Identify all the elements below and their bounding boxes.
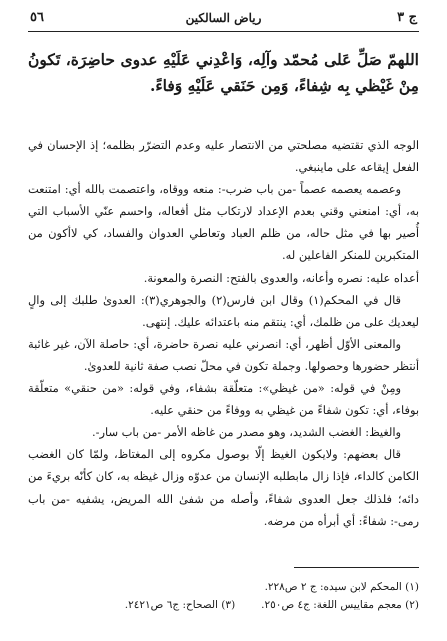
paragraph: قال في المحكم(١) وقال ابن فارس(٢) والجوهري(٣): العدوىٰ طلبك إلى والٍ ليعديك على من ظلمك، أي: ينتقم منه باعتدائه عليك. إنتهى. — [28, 292, 419, 329]
paragraph: أعداه عليه: نصره وأعانه، والعدوى بالفتح: النصرة والمعونة. — [143, 270, 419, 285]
footnote-1: (١) المحكم لابن سيده: ج ٢ ص٢٢٨. — [264, 581, 419, 593]
paragraph: والمعنى الأوّل أظهر، أي: انصرني عليه نصرة حاضرة، أي: حاصلة الآن، غير غائبة أنتظر حضورها وحصولها. وجملة تكون في محلّ نصب صفة ثانية للعدوىٰ. — [28, 336, 419, 373]
paragraph: ومِنْ في قوله: «من غيظي»: متعلّقة بشفاء، وفي قوله: «من حنقي» متعلّقة بوفاء، أي: تكون شفاءً من غيظي به ووفاءً من حنقي عليه. — [28, 381, 419, 418]
paragraph: قال بعضهم: ولايكون الغيظ إلّا بوصول مكروه إلى المغتاظ، ولمّا كان الغضب الكامن كالداء، فإذا زال مابطلبه الإنسان من عدوّه وزال غيظه به، كان كأنّه بريءَ من دائه؛ فلذلك جعل العدوى شفاءً، وأصله من شفىٰ الله المريض، يشفيه -من باب رمى-: شفاءً: أي أبرأه من مرضه. — [28, 447, 419, 528]
footnote-3: (٣) الصحاح: ج٦ ص٢٤٢١. — [124, 599, 236, 611]
paragraph: الوجه الذي تقتضيه مصلحتي من الانتصار عليه وعدم التضرّر بظلمه؛ إذ الإحسان في الفعل إيقاعه على ماينبغي. — [28, 138, 419, 175]
running-header — [28, 10, 419, 32]
paragraph: والغيظ: الغضب الشديد، وهو مصدر من غاظه الأمر -من باب سار-. — [92, 425, 401, 440]
footnote-2: (٢) معجم مقاييس اللغة: ج٤ ص٢٥٠. — [261, 599, 419, 611]
prayer-text: اللهمّ صَلِّ عَلى مُحمّد وآلِه، وَاعْدِني عَلَيْهِ عدوى حاضِرَة، تَكونُ مِنْ غَيْظي بِه شِفاءً، وَمِن حَنَقي عَلَيْهِ وَفاءً. — [28, 50, 419, 95]
book-title: رياض السالكين — [185, 11, 262, 25]
footnote-line-2 — [28, 596, 419, 614]
header-rule — [28, 31, 419, 32]
page-number: ٥٦ — [30, 10, 44, 25]
commentary-body — [28, 134, 419, 532]
volume-label: ج ٣ — [397, 10, 417, 25]
footnotes — [28, 578, 419, 614]
paragraph: وعصمه يعصمه عصماً -من باب ضرب-: منعه ووقاه، واعتصمت بالله أي: امتنعت به، أي: امنعني وقني بعدم الإعداد لارتكاب مثل أفعاله، واحسم عنّي الأسباب التي أُصير بها في مثل حاله، من ظلم العباد وتعاطي العدوان والفساد، كي لاأكون من المتكبرين للمنكر الفاعلين له. — [28, 182, 419, 263]
footnote-rule — [294, 567, 419, 568]
